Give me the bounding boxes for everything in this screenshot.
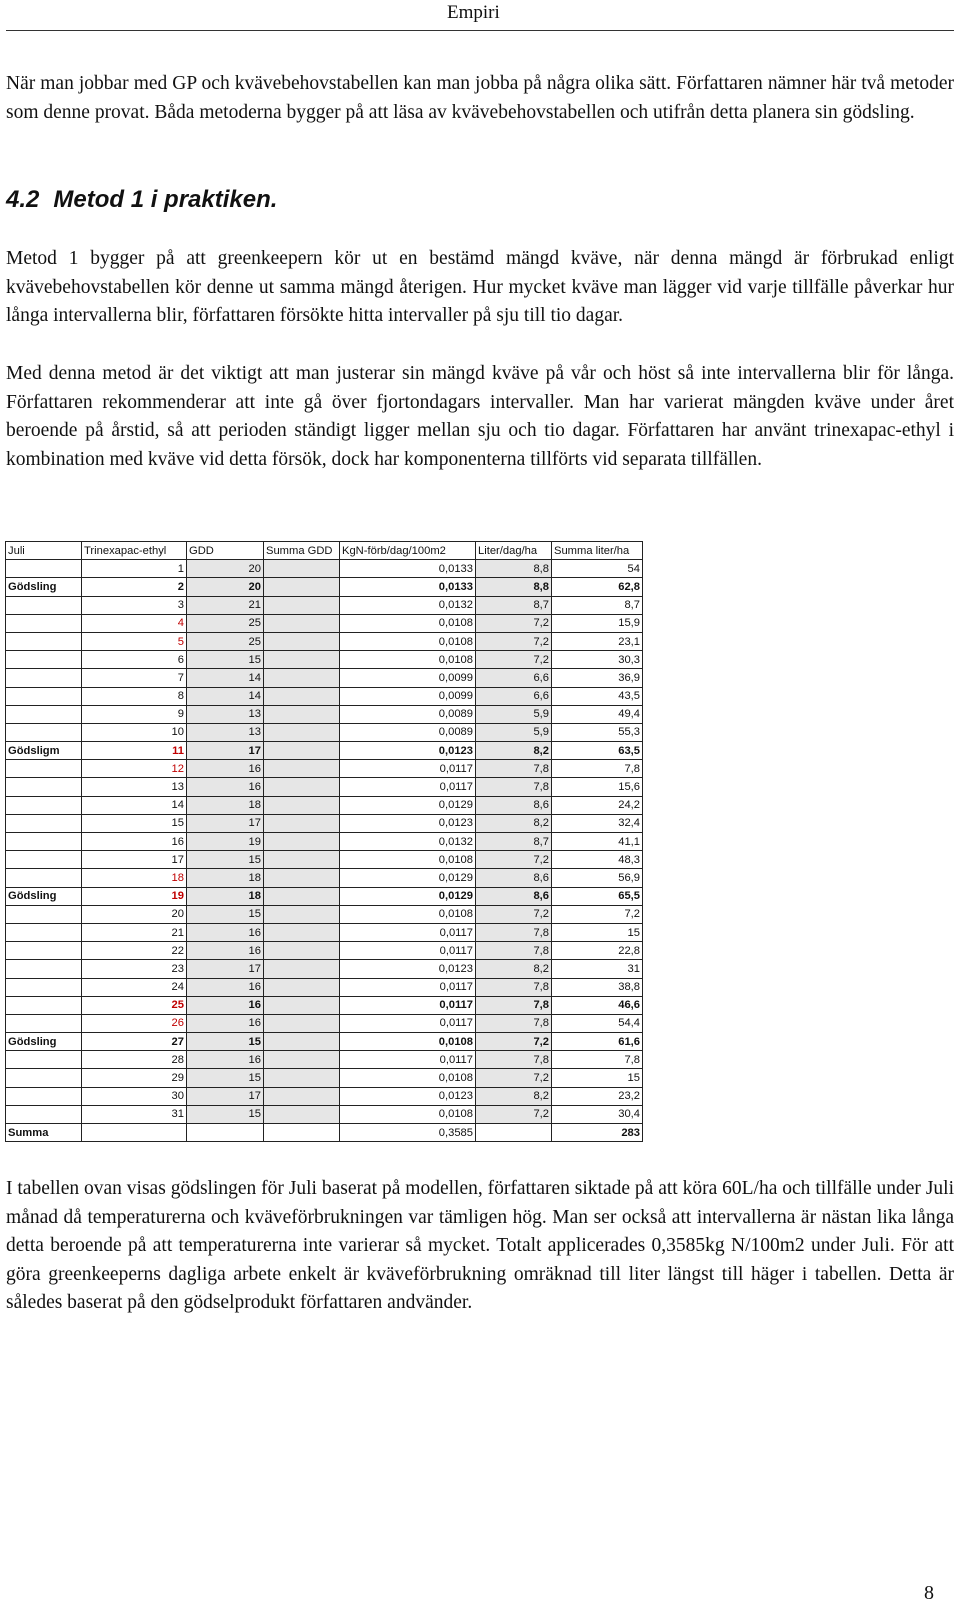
day-cell: 11 [82,742,187,760]
table-row [6,632,643,650]
summa-liter-cell: 54,4 [552,1014,643,1032]
day-cell: 6 [82,651,187,669]
kgn-cell: 0,0129 [340,796,476,814]
summa-liter-cell: 22,8 [552,942,643,960]
summa-gdd-cell [264,996,340,1014]
gdd-cell: 16 [187,1051,264,1069]
liter-cell: 7,8 [476,760,552,778]
table-row [6,960,643,978]
row-label-cell [6,833,82,851]
row-label-cell [6,687,82,705]
table-row [6,687,643,705]
summa-liter-cell: 61,6 [552,1033,643,1051]
row-label-cell [6,814,82,832]
day-cell: 13 [82,778,187,796]
gdd-cell: 21 [187,596,264,614]
table-row [6,651,643,669]
row-label-cell [6,705,82,723]
gdd-cell: 15 [187,1105,264,1123]
table-row [6,814,643,832]
kgn-cell: 0,0133 [340,560,476,578]
summa-liter-cell: 15,6 [552,778,643,796]
day-cell: 5 [82,632,187,650]
kgn-cell: 0,0108 [340,905,476,923]
header-cell: Trinexapac-ethyl [82,542,187,560]
conclusion-paragraph: I tabellen ovan visas gödslingen för Juli baserat på modellen, författaren siktade på att köra 60L/ha och tillfälle under Juli månad då temperaturerna och kväveförbrukningen var tämligen hög. Man ser också att intervallerna är nästan lika långa detta beroende på att temperaturerna inte varierar så mycket. Totalt applicerades 0,3585kg N/100m2 under Juli. För att göra greenkeeperns dagliga arbete enkelt är kväveförbrukning omräknad till liter längst till häger i tabellen. Detta är således baserat på den gödselprodukt författaren andvänder. [6,1178,954,1314]
row-label-cell [6,1069,82,1087]
summa-gdd-cell [264,1051,340,1069]
kgn-cell: 0,0108 [340,1105,476,1123]
liter-cell: 7,2 [476,1105,552,1123]
total-summa-cell: 283 [552,1124,643,1142]
kgn-cell: 0,0117 [340,942,476,960]
liter-cell: 7,8 [476,978,552,996]
summa-liter-cell: 48,3 [552,851,643,869]
row-label-cell [6,669,82,687]
kgn-cell: 0,0129 [340,887,476,905]
summa-gdd-cell [264,687,340,705]
gdd-cell: 16 [187,942,264,960]
table-row [6,851,643,869]
section-title: Metod 1 i praktiken. [53,186,278,213]
kgn-cell: 0,0133 [340,578,476,596]
gdd-cell: 16 [187,778,264,796]
day-cell: 24 [82,978,187,996]
summa-gdd-cell [264,1069,340,1087]
liter-cell: 6,6 [476,669,552,687]
summa-gdd-cell [264,960,340,978]
row-label-cell [6,978,82,996]
summa-liter-cell: 49,4 [552,705,643,723]
table-row [6,596,643,614]
gdd-cell: 16 [187,760,264,778]
summa-liter-cell: 23,1 [552,632,643,650]
table-row [6,1051,643,1069]
summa-gdd-cell [264,560,340,578]
day-cell: 21 [82,923,187,941]
table-body [6,542,643,1142]
summa-liter-cell: 43,5 [552,687,643,705]
kgn-cell: 0,0108 [340,651,476,669]
total-label-cell: Summa [6,1124,82,1142]
day-cell: 10 [82,723,187,741]
row-label-cell [6,760,82,778]
empty-cell [264,1124,340,1142]
gdd-cell: 19 [187,833,264,851]
summa-liter-cell: 15,9 [552,614,643,632]
kgn-cell: 0,0089 [340,723,476,741]
liter-cell: 7,2 [476,851,552,869]
table-row [6,1069,643,1087]
summa-gdd-cell [264,651,340,669]
kgn-cell: 0,0117 [340,1014,476,1032]
gdd-cell: 25 [187,614,264,632]
table-row [6,796,643,814]
table-row [6,1014,643,1032]
row-label-cell [6,869,82,887]
header-cell: GDD [187,542,264,560]
table-row [6,578,643,596]
liter-cell: 7,8 [476,778,552,796]
kgn-cell: 0,0123 [340,1087,476,1105]
kgn-cell: 0,0089 [340,705,476,723]
summa-liter-cell: 30,3 [552,651,643,669]
gdd-cell: 18 [187,869,264,887]
header-cell: Summa GDD [264,542,340,560]
gdd-cell: 14 [187,669,264,687]
summa-gdd-cell [264,760,340,778]
table-row [6,560,643,578]
summa-gdd-cell [264,632,340,650]
liter-cell: 7,8 [476,942,552,960]
table-row [6,723,643,741]
row-label-cell [6,1087,82,1105]
summa-liter-cell: 15 [552,923,643,941]
day-cell: 23 [82,960,187,978]
day-cell: 27 [82,1033,187,1051]
summa-liter-cell: 15 [552,1069,643,1087]
kgn-cell: 0,0132 [340,596,476,614]
row-label-cell: Gödsling [6,887,82,905]
gdd-cell: 16 [187,1014,264,1032]
liter-cell: 8,6 [476,887,552,905]
row-label-cell [6,1014,82,1032]
summa-gdd-cell [264,869,340,887]
summa-gdd-cell [264,942,340,960]
table-row [6,996,643,1014]
gdd-cell: 18 [187,796,264,814]
kgn-cell: 0,0117 [340,923,476,941]
summa-gdd-cell [264,1033,340,1051]
day-cell: 12 [82,760,187,778]
page-number: 8 [924,1582,934,1604]
summa-liter-cell: 65,5 [552,887,643,905]
gdd-cell: 17 [187,1087,264,1105]
day-cell: 31 [82,1105,187,1123]
liter-cell: 8,2 [476,742,552,760]
gdd-cell: 15 [187,905,264,923]
row-label-cell [6,905,82,923]
summa-liter-cell: 7,8 [552,760,643,778]
kgn-cell: 0,0099 [340,669,476,687]
empty-cell [476,1124,552,1142]
kgn-cell: 0,0129 [340,869,476,887]
summa-gdd-cell [264,596,340,614]
summa-liter-cell: 30,4 [552,1105,643,1123]
day-cell: 16 [82,833,187,851]
summa-gdd-cell [264,1087,340,1105]
day-cell: 8 [82,687,187,705]
summa-gdd-cell [264,742,340,760]
summa-liter-cell: 23,2 [552,1087,643,1105]
summa-gdd-cell [264,778,340,796]
summa-liter-cell: 38,8 [552,978,643,996]
liter-cell: 8,6 [476,869,552,887]
liter-cell: 7,2 [476,1033,552,1051]
gdd-cell: 15 [187,1033,264,1051]
kgn-cell: 0,0099 [340,687,476,705]
page-header [0,0,960,32]
summa-liter-cell: 7,8 [552,1051,643,1069]
gdd-cell: 17 [187,960,264,978]
row-label-cell [6,923,82,941]
row-label-cell [6,1105,82,1123]
summa-gdd-cell [264,669,340,687]
liter-cell: 8,8 [476,560,552,578]
summa-liter-cell: 55,3 [552,723,643,741]
day-cell: 19 [82,887,187,905]
table-row [6,905,643,923]
kgn-cell: 0,0117 [340,996,476,1014]
table-row [6,923,643,941]
kgn-cell: 0,0108 [340,851,476,869]
row-label-cell [6,632,82,650]
kgn-cell: 0,0117 [340,1051,476,1069]
day-cell: 29 [82,1069,187,1087]
summa-liter-cell: 63,5 [552,742,643,760]
kgn-cell: 0,0108 [340,1033,476,1051]
summa-liter-cell: 54 [552,560,643,578]
liter-cell: 7,2 [476,651,552,669]
summa-gdd-cell [264,887,340,905]
gdd-cell: 15 [187,851,264,869]
summa-liter-cell: 32,4 [552,814,643,832]
table-row [6,978,643,996]
gdd-cell: 15 [187,1069,264,1087]
day-cell: 14 [82,796,187,814]
summa-liter-cell: 41,1 [552,833,643,851]
day-cell: 17 [82,851,187,869]
day-cell: 1 [82,560,187,578]
body-paragraph-1: Metod 1 bygger på att greenkeepern kör ut en bestämd mängd kväve, när denna mängd är förbrukad enligt kvävebehovstabellen kör denne ut samma mängd återigen. Hur mycket kväve man lägger vid varje tillfälle påverkar hur långa intervallerna blir, författaren försökte hitta intervaller på sju till tio dagar. [6,248,954,327]
kgn-cell: 0,0108 [340,632,476,650]
table-row [6,742,643,760]
kgn-cell: 0,0123 [340,742,476,760]
table-row [6,869,643,887]
kgn-cell: 0,0117 [340,778,476,796]
table-row [6,1033,643,1051]
row-label-cell [6,614,82,632]
day-cell: 22 [82,942,187,960]
summa-gdd-cell [264,814,340,832]
gdd-cell: 14 [187,687,264,705]
liter-cell: 7,2 [476,905,552,923]
row-label-cell [6,560,82,578]
table-row [6,614,643,632]
day-cell: 30 [82,1087,187,1105]
gdd-cell: 20 [187,578,264,596]
gdd-cell: 13 [187,705,264,723]
summa-gdd-cell [264,723,340,741]
row-label-cell [6,996,82,1014]
summa-liter-cell: 46,6 [552,996,643,1014]
header-title: Empiri [447,2,500,23]
row-label-cell [6,723,82,741]
table-row [6,669,643,687]
liter-cell: 7,8 [476,1014,552,1032]
liter-cell: 5,9 [476,723,552,741]
table-row [6,760,643,778]
liter-cell: 8,2 [476,814,552,832]
table-row [6,1087,643,1105]
day-cell: 7 [82,669,187,687]
summa-gdd-cell [264,578,340,596]
row-label-cell [6,596,82,614]
liter-cell: 8,2 [476,1087,552,1105]
row-label-cell: Gödsling [6,1033,82,1051]
gdd-cell: 16 [187,996,264,1014]
liter-cell: 5,9 [476,705,552,723]
row-label-cell [6,651,82,669]
liter-cell: 7,2 [476,614,552,632]
kgn-cell: 0,0123 [340,814,476,832]
kgn-cell: 0,0117 [340,760,476,778]
day-cell: 3 [82,596,187,614]
kgn-cell: 0,0108 [340,614,476,632]
liter-cell: 8,7 [476,596,552,614]
summa-liter-cell: 7,2 [552,905,643,923]
day-cell: 26 [82,1014,187,1032]
row-label-cell [6,960,82,978]
summa-gdd-cell [264,614,340,632]
row-label-cell [6,851,82,869]
summa-gdd-cell [264,705,340,723]
summa-liter-cell: 24,2 [552,796,643,814]
gdd-cell: 15 [187,651,264,669]
liter-cell: 7,8 [476,1051,552,1069]
liter-cell: 7,8 [476,923,552,941]
kgn-cell: 0,0132 [340,833,476,851]
day-cell: 15 [82,814,187,832]
table-total-row [6,1124,643,1142]
row-label-cell [6,796,82,814]
summa-liter-cell: 62,8 [552,578,643,596]
day-cell: 2 [82,578,187,596]
gdd-cell: 16 [187,978,264,996]
table-row [6,833,643,851]
intro-paragraph: När man jobbar med GP och kvävebehovstabellen kan man jobba på några olika sätt. Författaren nämner här två metoder som denne provat. Båda metoderna bygger på att läsa av kvävebehovstabellen och utifrån detta planera sin gödsling. [6,73,954,123]
table-row [6,942,643,960]
header-rule [6,30,954,31]
gdd-cell: 20 [187,560,264,578]
empty-cell [187,1124,264,1142]
table-row [6,778,643,796]
row-label-cell: Gödsligm [6,742,82,760]
day-cell: 25 [82,996,187,1014]
table-row [6,705,643,723]
table-row [6,887,643,905]
day-cell: 4 [82,614,187,632]
liter-cell: 6,6 [476,687,552,705]
liter-cell: 8,8 [476,578,552,596]
table-header-row [6,542,643,560]
day-cell: 20 [82,905,187,923]
kgn-cell: 0,0117 [340,978,476,996]
liter-cell: 8,6 [476,796,552,814]
summa-gdd-cell [264,833,340,851]
summa-gdd-cell [264,796,340,814]
summa-gdd-cell [264,1014,340,1032]
liter-cell: 7,8 [476,996,552,1014]
header-cell: KgN-förb/dag/100m2 [340,542,476,560]
row-label-cell: Gödsling [6,578,82,596]
day-cell: 28 [82,1051,187,1069]
summa-liter-cell: 56,9 [552,869,643,887]
summa-gdd-cell [264,923,340,941]
body-paragraph-2: Med denna metod är det viktigt att man justerar sin mängd kväve på vår och höst så inte intervallerna blir för långa. Författaren rekommenderar att inte gå över fjortondagars intervaller. Man har varierat mängden kväve under året beroende på årstid, så att perioden ständigt ligger mellan sju och tio dagar. Författaren har använt trinexapac-ethyl i kombination med kväve vid detta försök, dock har komponenterna tillförts vid separata tillfällen. [6,363,954,470]
summa-gdd-cell [264,851,340,869]
row-label-cell [6,778,82,796]
day-cell: 18 [82,869,187,887]
row-label-cell [6,942,82,960]
liter-cell: 8,7 [476,833,552,851]
liter-cell: 7,2 [476,632,552,650]
gdd-cell: 17 [187,742,264,760]
summa-gdd-cell [264,1105,340,1123]
row-label-cell [6,1051,82,1069]
summa-gdd-cell [264,905,340,923]
fertilization-table [5,541,643,1142]
gdd-cell: 25 [187,632,264,650]
liter-cell: 7,2 [476,1069,552,1087]
gdd-cell: 17 [187,814,264,832]
section-heading [6,186,277,214]
section-number: 4.2 [6,186,40,213]
summa-gdd-cell [264,978,340,996]
gdd-cell: 13 [187,723,264,741]
header-cell: Juli [6,542,82,560]
total-kgn-cell: 0,3585 [340,1124,476,1142]
day-cell: 9 [82,705,187,723]
summa-liter-cell: 31 [552,960,643,978]
header-cell: Summa liter/ha [552,542,643,560]
header-cell: Liter/dag/ha [476,542,552,560]
liter-cell: 8,2 [476,960,552,978]
kgn-cell: 0,0108 [340,1069,476,1087]
summa-liter-cell: 8,7 [552,596,643,614]
table-row [6,1105,643,1123]
empty-cell [82,1124,187,1142]
gdd-cell: 16 [187,923,264,941]
gdd-cell: 18 [187,887,264,905]
summa-liter-cell: 36,9 [552,669,643,687]
kgn-cell: 0,0123 [340,960,476,978]
